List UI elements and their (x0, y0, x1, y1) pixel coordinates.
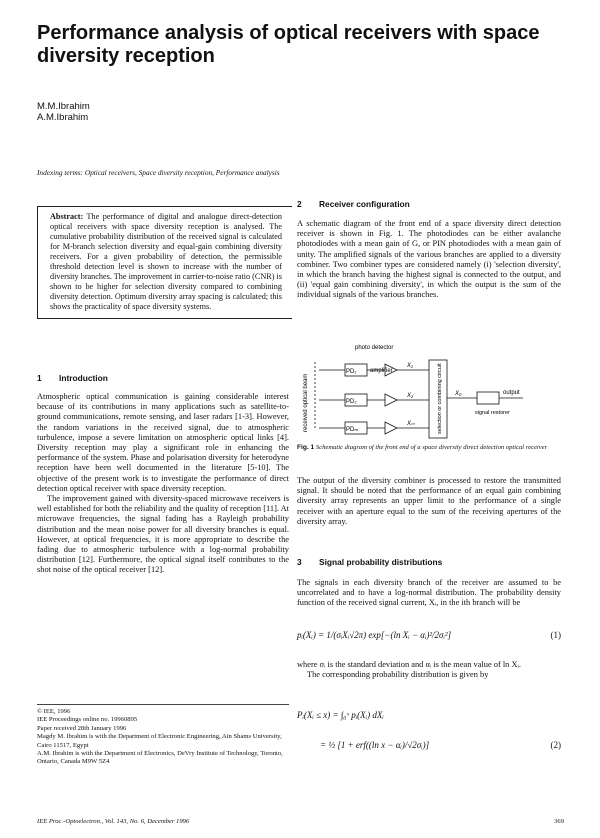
abstract-label: Abstract: (50, 212, 84, 221)
prob-paragraph-3: The corresponding probability distribution is given by (307, 670, 489, 680)
receiver-body (297, 219, 561, 301)
combiner-label: selection or combining circuit (437, 363, 443, 434)
received-beam-label: received optical beam (303, 373, 309, 432)
section-heading-receiver (297, 199, 410, 209)
section-number: 1 (37, 373, 42, 383)
footnote-author-2: A.M. Ibrahim is with the Department of Electronics, DeVry Institute of Technology, Toronto, Ontario, Canada M9W 5Z4 (37, 750, 283, 766)
section-title: Introduction (59, 373, 108, 383)
author-1: M.M.Ibrahim (37, 101, 90, 112)
page-footer (37, 818, 564, 825)
equation-2a-expression: Pᵢ(Xᵢ ≤ x) = ∫₀ˣ pᵢ(Xᵢ) dXᵢ (297, 710, 384, 720)
output-label: output (503, 390, 520, 396)
paper-title: Performance analysis of optical receivers with space diversity reception (37, 22, 540, 67)
page-number: 369 (554, 818, 564, 825)
equation-1-number: (1) (550, 630, 561, 640)
abstract-text: The performance of digital and analogue direct-detection optical receivers with space diversity reception is analysed. The cumulative probability distribution of the received signal is calculated for M-branch selection diversity and equal-gain combining diversity receivers. For a given probability of detection, the permissible threshold detection level is shown to increase with the number of diversity branches. The improvement in carrier-to-noise ratio (CNR) is shown to be higher for selection diversity compared to combining diversity detection. Optimum diversity array spacing is calculated; this shows the practicality of space diversity systems. (50, 212, 282, 311)
x2-label: X₂ (407, 393, 414, 399)
figure-caption-text: Schematic diagram of the front end of a space diversity direct detection optical receiver (315, 444, 548, 451)
section-heading-introduction (37, 373, 108, 383)
section-title: Signal probability distributions (319, 557, 443, 567)
equation-2-number: (2) (550, 740, 561, 750)
xm-label: Xₘ (407, 421, 415, 427)
author-list (37, 101, 90, 123)
section-heading-probability (297, 557, 442, 567)
amplifier-2-icon (385, 394, 397, 406)
equation-2a (297, 710, 561, 720)
footnote-received: Paper received 28th January 1996 (37, 724, 127, 732)
footnote-copyright: © IEE, 1996 (37, 708, 71, 715)
pd2-label: PD₂ (346, 399, 357, 405)
prob-paragraph-2: where σᵢ is the standard deviation and αᵢ is the mean value of ln Xᵢ. (297, 660, 521, 669)
section-title: Receiver configuration (319, 199, 410, 209)
figure-1-diagram (297, 344, 561, 442)
equation-1 (297, 630, 561, 640)
equation-2b-expression: = ½ [1 + erf((ln x − αᵢ)/√2σᵢ)] (320, 740, 430, 750)
receiver-body-continued (297, 476, 561, 527)
x1-label: X₁ (407, 363, 413, 369)
intro-paragraph-1: Atmospheric optical communication is gaining considerable interest because of its contributions in many applications such as satellite-to-ground communications, remote sensing, and laser radars [1-3]. However, the random variations in the received signal, due to atmospheric turbulence, impose a severe limitation on atmospheric optical links [4]. Diversity reception may play a significant role in enhancing the performance of the system. Phase and polarisation diversity for heterodyne reception have been well documented in the literature [5-10]. The objective of the present work is to investigate the performance of direct detection optical receiver with space diversity reception. (37, 392, 289, 493)
xo-label: X₀ (455, 391, 462, 397)
footnotes (37, 704, 289, 767)
receiver-paragraph-2: The output of the diversity combiner is processed to restore the transmitted signal. It should be noted that the performance of an equal gain combining diversity array represents an upper limit to the performance of a single receiver with an aperture equal to the sum of the receiving apertures of the diversity array. (297, 476, 561, 526)
pdm-label: PDₘ (346, 427, 359, 433)
photo-detector-label: photo detector (355, 345, 394, 351)
introduction-body (37, 392, 289, 576)
prob-paragraph-1: The signals in each diversity branch of the receiver are assumed to be uncorrelated and to have a log-normal distribution. The probability density function of the received signal current, Xᵢ, in the ith branch will be (297, 578, 561, 608)
equation-1-expression: pᵢ(Xᵢ) = 1/(σᵢXᵢ√2π) exp[−(ln Xᵢ − αᵢ)²/2σᵢ²] (297, 630, 452, 640)
author-2: A.M.Ibrahim (37, 112, 89, 123)
index-terms: Indexing terms: Optical receivers, Space diversity reception, Performance analysis (37, 168, 280, 177)
probability-body (297, 578, 561, 609)
restorer-box (477, 392, 499, 404)
pd1-label: PD₁ (346, 369, 357, 375)
section-number: 2 (297, 199, 302, 209)
equation-2b (320, 740, 561, 750)
amplifier-label: amplifier (370, 368, 393, 374)
figure-label: Fig. 1 (297, 444, 315, 451)
probability-body-2 (297, 660, 561, 680)
amplifier-m-icon (385, 422, 397, 434)
figure-1-caption (297, 444, 559, 452)
receiver-paragraph-1: A schematic diagram of the front end of a space diversity direct detection receiver is shown in Fig. 1. The photodiodes can be either avalanche photodiodes with a mean gain of G, or PIN photodiodes with a mean gain of unity. The amplified signals of the various branches are applied to a diversity combiner. Two combiner types are considered namely (i) 'selection diversity', in which the branch having the highest signal is connected to the output, and (ii) 'equal gain combining diversity', in which the output is the sum of the individual signals of the various branches. (297, 219, 561, 300)
footnote-author-1: Magdy M. Ibrahim is with the Department of Electronic Engineering, Ain Shams University, Cairo 11517, Egypt (37, 733, 282, 749)
intro-paragraph-2: The improvement gained with diversity-spaced microwave receivers is well established for both the reliability and the quality of reception [11]. At microwave frequencies, the signal fading has a Rayleigh probability distribution and the mean noise power for all diversity branches is equal. However, at optical frequencies, it is more appropriate to describe the fading due to atmospheric turbulence with a log-normal probability distribution [12]. Furthermore, the optical signal itself contributes to the shot noise of the optical receiver [12]. (37, 494, 289, 575)
journal-citation: IEE Proc.-Optoelectron., Vol. 143, No. 6, December 1996 (37, 818, 190, 825)
footnote-online: IEE Proceedings online no. 19960895 (37, 716, 138, 724)
abstract-box (37, 206, 292, 319)
section-number: 3 (297, 557, 302, 567)
restorer-label: signal restorer (475, 410, 510, 416)
